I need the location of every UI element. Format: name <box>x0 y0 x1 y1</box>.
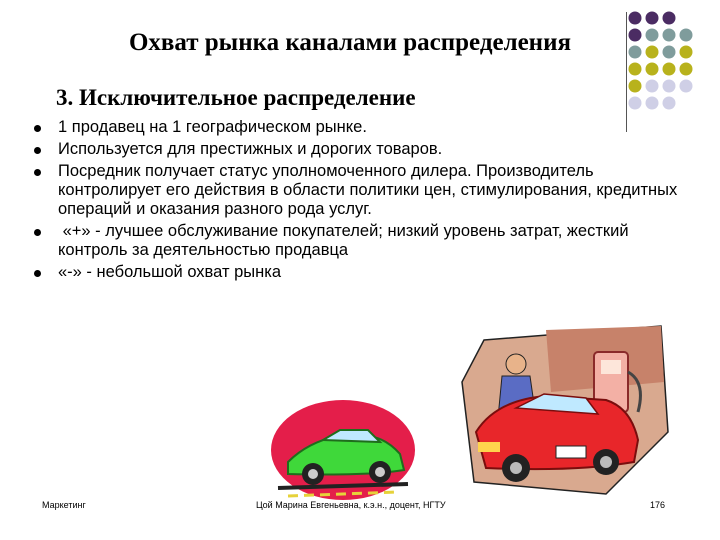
gas-station-clipart-icon <box>456 322 676 497</box>
bullet-list <box>28 118 680 285</box>
bullet-icon <box>34 229 41 236</box>
slide-subtitle: 3. Исключительное распределение <box>56 85 416 110</box>
bullet-icon <box>34 125 41 132</box>
list-item: 1 продавец на 1 географическом рынке. <box>28 118 680 137</box>
decorative-dot <box>629 29 642 42</box>
decorative-dot <box>663 80 676 93</box>
decorative-dot <box>680 46 693 59</box>
decorative-dot <box>663 46 676 59</box>
decorative-divider <box>626 12 627 132</box>
decorative-dot <box>646 46 659 59</box>
slide-title: Охват рынка каналами распределения <box>128 29 572 56</box>
green-car-clipart-icon <box>268 392 418 502</box>
decorative-dot <box>646 63 659 76</box>
decorative-dot <box>629 63 642 76</box>
list-item: «+» - лучшее обслуживание покупателей; низкий уровень затрат, жесткий контроль за деятельностью продавца <box>28 222 680 260</box>
bullet-icon <box>34 270 41 277</box>
decorative-dot <box>646 29 659 42</box>
decorative-dot <box>646 80 659 93</box>
bullet-icon <box>34 147 41 154</box>
decorative-dot <box>629 97 642 110</box>
list-item: «-» - небольшой охват рынка <box>28 263 680 282</box>
decorative-dot <box>646 12 659 25</box>
decorative-dot <box>663 97 676 110</box>
decorative-dot <box>629 46 642 59</box>
footer-subject: Маркетинг <box>42 500 86 510</box>
list-item: Используется для престижных и дорогих товаров. <box>28 140 680 159</box>
footer-author: Цой Марина Евгеньевна, к.э.н., доцент, НГТУ <box>256 500 446 510</box>
decorative-dot <box>629 12 642 25</box>
decorative-dot <box>629 80 642 93</box>
decorative-dot <box>646 97 659 110</box>
decorative-dot <box>663 12 676 25</box>
bullet-icon <box>34 169 41 176</box>
decorative-dot <box>680 63 693 76</box>
decorative-dot <box>680 29 693 42</box>
list-item: Посредник получает статус уполномоченного дилера. Производитель контролирует его действия в области политики цен, стимулирования, кредитных операций и оказания разного рода услуг. <box>28 162 680 219</box>
decorative-dot <box>663 63 676 76</box>
footer-page-number: 176 <box>650 500 666 510</box>
decorative-dot <box>663 29 676 42</box>
decorative-dot <box>680 80 693 93</box>
